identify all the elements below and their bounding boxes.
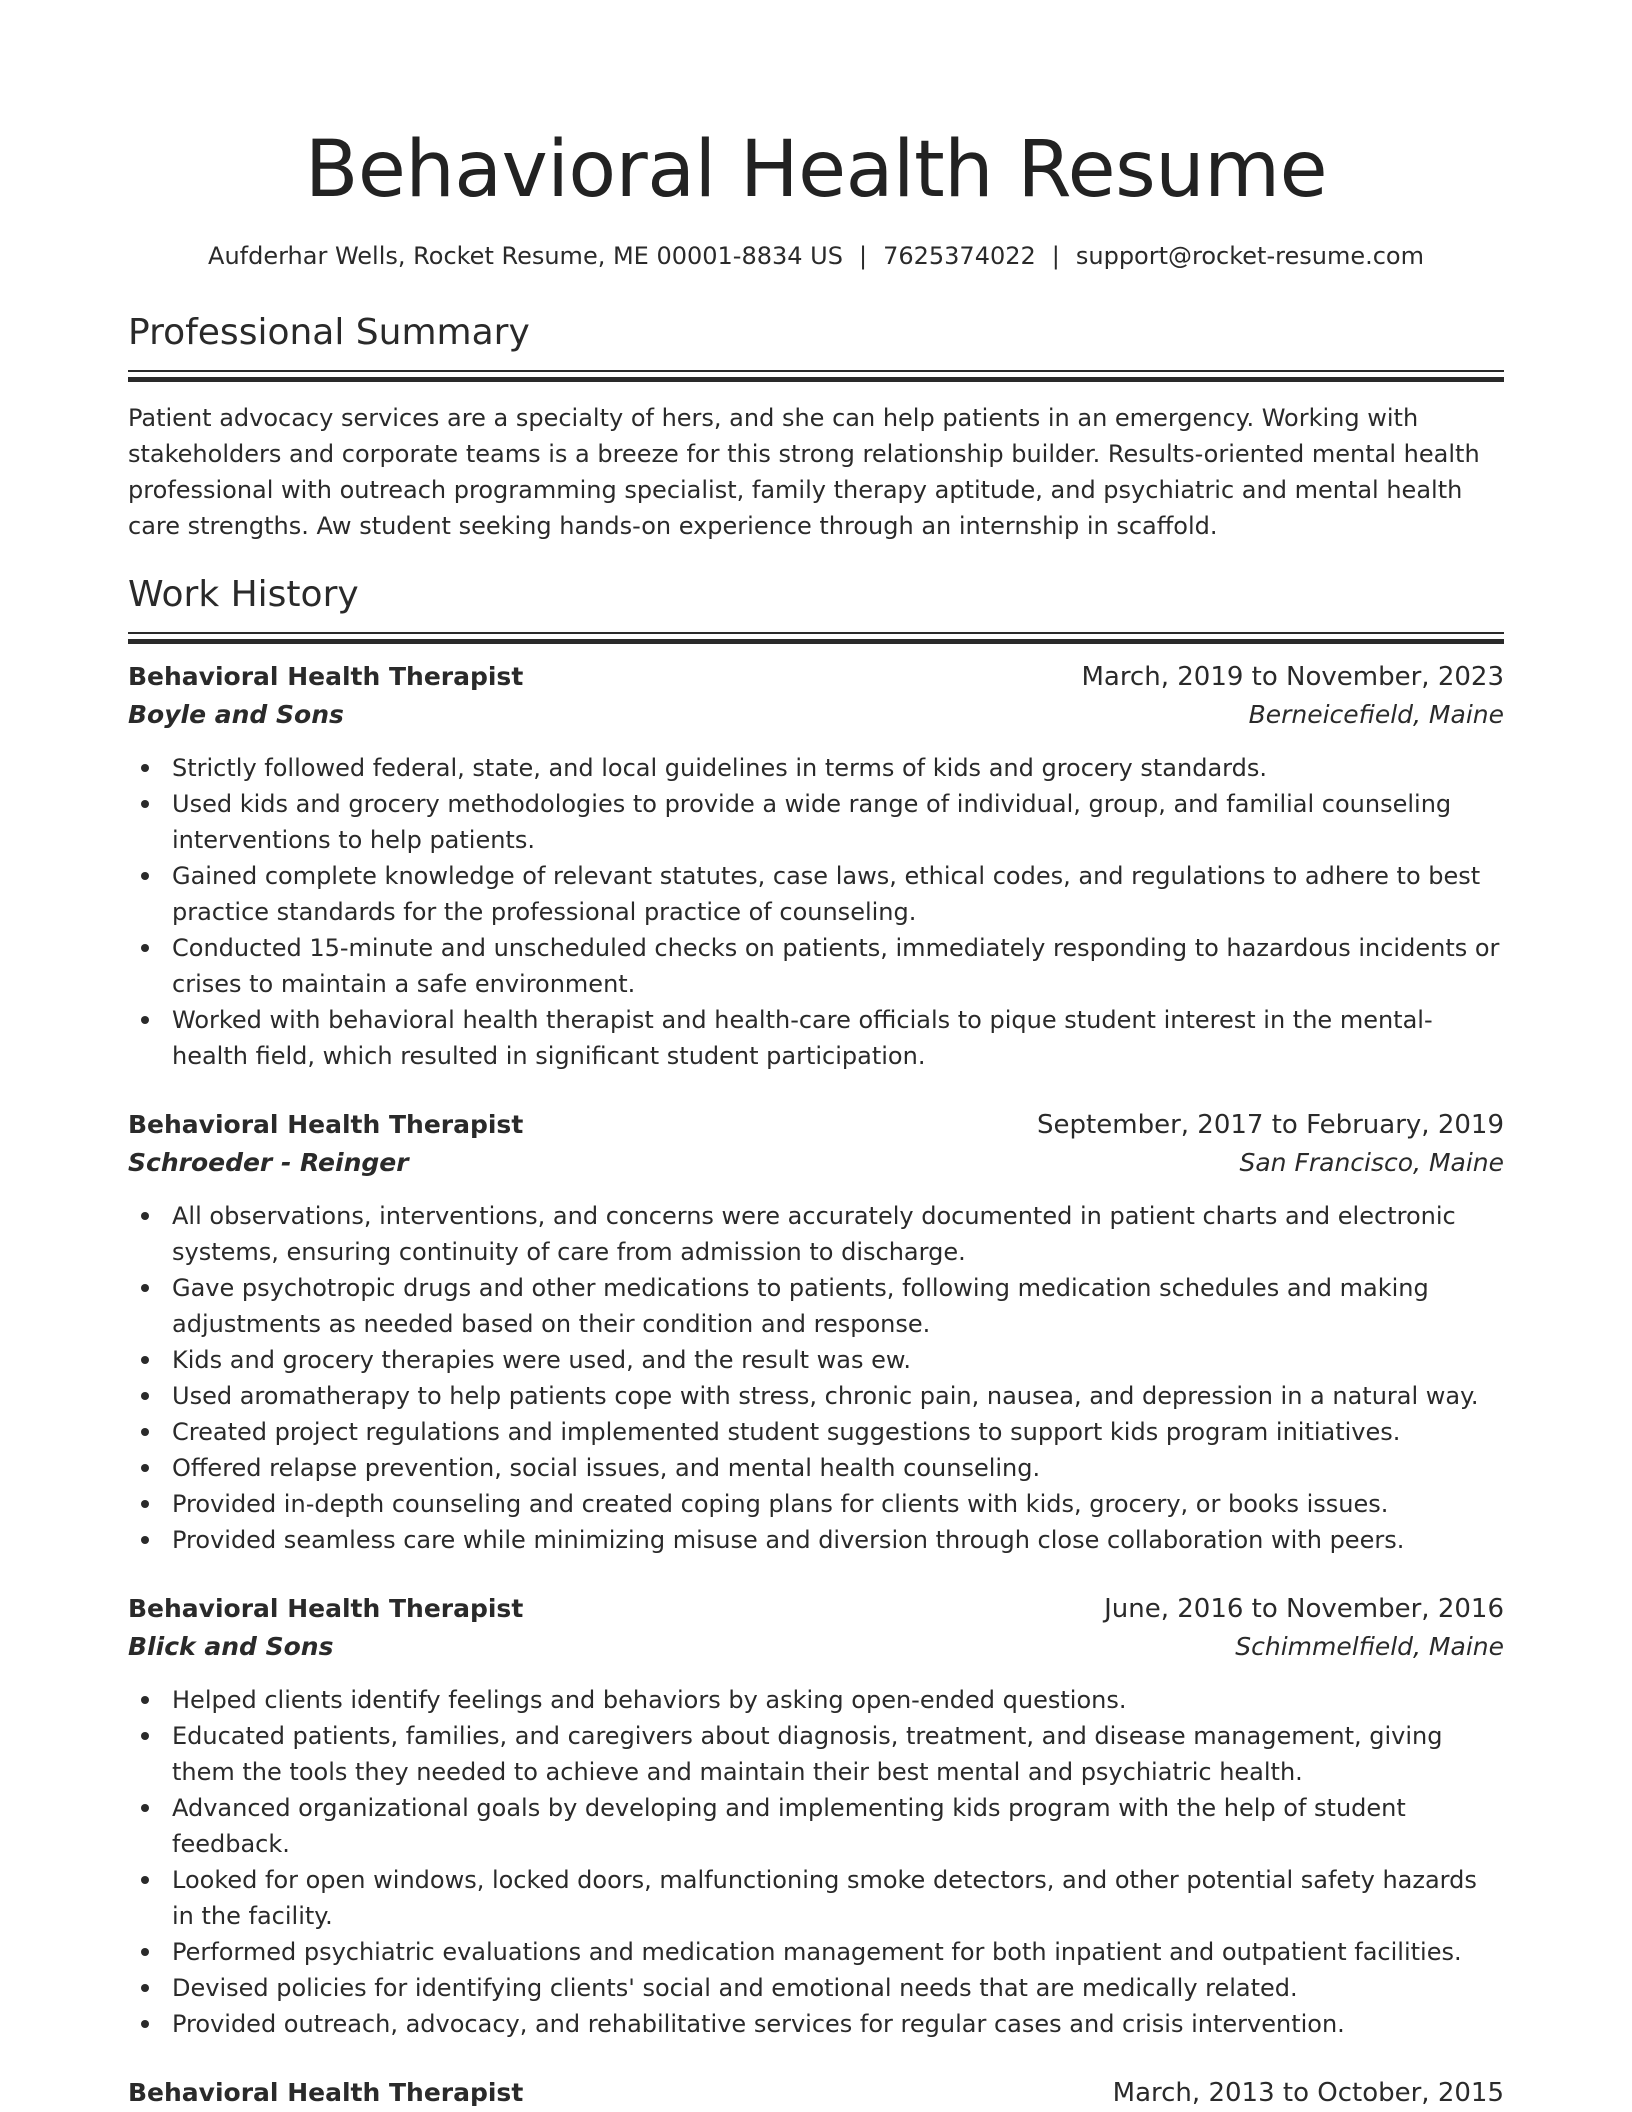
job-entry — [128, 658, 1504, 1074]
work-history-section — [128, 572, 1504, 2112]
job-header-row — [128, 658, 1504, 696]
job-bullet: Looked for open windows, locked doors, malfunctioning smoke detectors, and other potential safety hazards in the facility. — [128, 1862, 1504, 1934]
contact-separator: | — [1051, 242, 1060, 270]
job-entry — [128, 2074, 1504, 2112]
contact-email: support@rocket-resume.com — [1075, 242, 1424, 270]
job-bullet-list — [128, 1198, 1504, 1558]
job-company-row — [128, 696, 1504, 734]
job-bullet: Performed psychiatric evaluations and medication management for both inpatient and outpatient facilities. — [128, 1934, 1504, 1970]
section-divider — [128, 632, 1504, 644]
job-bullet: Provided seamless care while minimizing misuse and diversion through close collaboration with peers. — [128, 1522, 1504, 1558]
job-bullet: Offered relapse prevention, social issues, and mental health counseling. — [128, 1450, 1504, 1486]
job-bullet: Kids and grocery therapies were used, and the result was ew. — [128, 1342, 1504, 1378]
professional-summary-section — [128, 310, 1504, 544]
job-bullet: Strictly followed federal, state, and local guidelines in terms of kids and grocery standards. — [128, 750, 1504, 786]
job-title: Behavioral Health Therapist — [128, 1110, 524, 1139]
job-bullet: Worked with behavioral health therapist and health-care officials to pique student interest in the mental-health field, which resulted in significant student participation. — [128, 1002, 1504, 1074]
contact-address: Aufderhar Wells, Rocket Resume, ME 00001-8834 US — [208, 242, 843, 270]
job-bullet: Helped clients identify feelings and behaviors by asking open-ended questions. — [128, 1682, 1504, 1718]
job-company: Schroeder - Reinger — [128, 1148, 409, 1177]
job-title: Behavioral Health Therapist — [128, 2078, 524, 2107]
job-dates: March, 2019 to November, 2023 — [1081, 662, 1504, 692]
job-bullet: All observations, interventions, and concerns were accurately documented in patient charts and electronic systems, ensuring continuity of care from admission to discharge. — [128, 1198, 1504, 1270]
job-bullet: Conducted 15-minute and unscheduled checks on patients, immediately responding to hazardous incidents or crises to maintain a safe environment. — [128, 930, 1504, 1002]
job-bullet: Gave psychotropic drugs and other medications to patients, following medication schedules and making adjustments as needed based on their condition and response. — [128, 1270, 1504, 1342]
job-bullet-list — [128, 1682, 1504, 2042]
summary-text: Patient advocacy services are a specialty of hers, and she can help patients in an emergency. Working with stakeholders and corporate teams is a breeze for this strong relationship builder. Results-oriented mental health professional with outreach programming specialist, family therapy aptitude, and psychiatric and mental health care strengths. Aw student seeking hands-on experience through an internship in scaffold. — [128, 404, 1480, 540]
resume-page — [128, 0, 1504, 2112]
job-bullet: Used kids and grocery methodologies to provide a wide range of individual, group, and familial counseling interventions to help patients. — [128, 786, 1504, 858]
job-company: Blick and Sons — [128, 1632, 334, 1661]
resume-title: Behavioral Health Resume — [304, 125, 1328, 215]
job-bullet: Created project regulations and implemented student suggestions to support kids program initiatives. — [128, 1414, 1504, 1450]
job-bullet: Devised policies for identifying clients' social and emotional needs that are medically related. — [128, 1970, 1504, 2006]
job-dates: September, 2017 to February, 2019 — [1037, 1110, 1504, 1140]
contact-separator: | — [858, 242, 868, 270]
job-header-row — [128, 1590, 1504, 1628]
job-title: Behavioral Health Therapist — [128, 1594, 524, 1623]
job-entry — [128, 1106, 1504, 1558]
contact-line — [128, 236, 1504, 276]
job-location: Schimmelfield, Maine — [1235, 1632, 1504, 1661]
job-dates: June, 2016 to November, 2016 — [1104, 1594, 1504, 1624]
section-heading: Work History — [128, 574, 359, 615]
job-company: Boyle and Sons — [128, 700, 344, 729]
job-bullet: Advanced organizational goals by developing and implementing kids program with the help of student feedback. — [128, 1790, 1504, 1862]
job-bullet: Educated patients, families, and caregivers about diagnosis, treatment, and disease management, giving them the tools they needed to achieve and maintain their best mental and psychiatric health. — [128, 1718, 1504, 1790]
job-header-row — [128, 2074, 1504, 2112]
job-entry — [128, 1590, 1504, 2042]
job-location: Berneicefield, Maine — [1248, 700, 1504, 729]
job-header-row — [128, 1106, 1504, 1144]
job-location: San Francisco, Maine — [1239, 1148, 1504, 1177]
job-bullet: Used aromatherapy to help patients cope with stress, chronic pain, nausea, and depression in a natural way. — [128, 1378, 1504, 1414]
job-bullet: Provided in-depth counseling and created coping plans for clients with kids, grocery, or books issues. — [128, 1486, 1504, 1522]
job-dates: March, 2013 to October, 2015 — [1112, 2078, 1504, 2108]
section-heading: Professional Summary — [128, 312, 530, 353]
job-bullet: Provided outreach, advocacy, and rehabilitative services for regular cases and crisis intervention. — [128, 2006, 1504, 2042]
job-title: Behavioral Health Therapist — [128, 662, 524, 691]
job-company-row — [128, 1144, 1504, 1182]
job-bullet: Gained complete knowledge of relevant statutes, case laws, ethical codes, and regulations to adhere to best practice standards for the professional practice of counseling. — [128, 858, 1504, 930]
job-bullet-list — [128, 750, 1504, 1074]
job-company-row — [128, 1628, 1504, 1666]
section-divider — [128, 370, 1504, 382]
contact-phone: 7625374022 — [883, 242, 1036, 270]
